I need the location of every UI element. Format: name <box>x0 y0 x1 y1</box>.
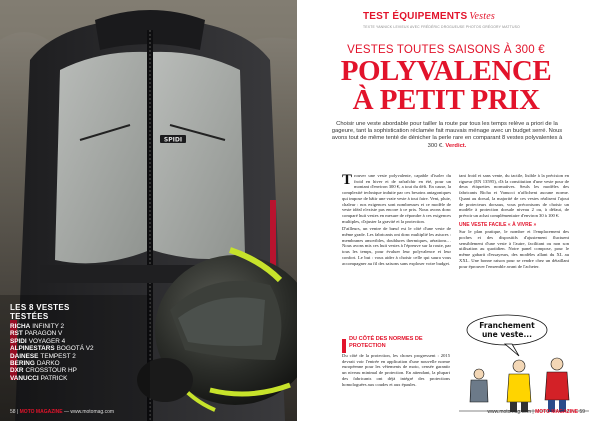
tested-jackets-caption <box>10 303 210 382</box>
brand: DXR <box>10 367 24 375</box>
model: PARAGON V <box>24 330 63 338</box>
jacket-logo: SPIDI <box>163 136 183 144</box>
right-page-article <box>297 0 595 421</box>
model: CROSSTOUR HP <box>25 367 77 375</box>
rubric-label: TEST ÉQUIPEMENTS <box>363 11 468 22</box>
model: TEMPEST 2 <box>40 352 76 360</box>
model: INFINITY 2 <box>32 323 65 330</box>
tested-item <box>10 345 210 352</box>
page-number: 59 <box>579 409 585 415</box>
body-column-1-bottom: Du côté de la protection, les choses progressent : 2015 devrait voir l'entrée en application d'une nouvelle norme européenne pour les vêtements de moto, censée garantir un niveau minimal de protection. En attendant, la plupart des fabricants ont déjà intégré des protections homologuées aux coudes et aux épaules. <box>342 353 450 387</box>
model: VOYAGER 4 <box>28 337 66 345</box>
rubric-sub: Vestes <box>469 11 495 22</box>
section-rubric <box>363 11 495 22</box>
lead-text: Choisir une veste abordable pour tailler la route par tous les temps relève a priori de la gageure, tant la sophistication réclamée fait mauvais ménage avec un budget serré. Nous avons tout de même tenté de dénicher la perle rare en comparant 8 vestes polyvalentes à 300 €. <box>331 121 563 149</box>
website-link[interactable]: www.motomag.com <box>487 409 531 415</box>
tested-item <box>10 323 210 330</box>
brand: VANUCCI <box>10 374 39 382</box>
page-number: 58 <box>10 409 16 415</box>
tested-item <box>10 375 210 382</box>
cartoon-illustration <box>457 312 591 412</box>
magazine-name: MOTO MAGAZINE <box>19 409 63 415</box>
body-paragraph: rouver une veste polyvalente, capable d'isoler du froid en hiver et de rafraîchir en été, pour un montant d'environ 300 €, a tout du défi. En cause, la complexité technique induite par ces besoins antagoniques qui impose de bâtir une vraie veste à tout faire. Vent, pluie, chaleur : nos exigences sont nombreuses et ce modèle de veste idéal n'existe pas encore à ce prix. Nous avons donc comparé huit vestes en mesure de répondre à ces exigences multiples, d'ajuster la gravité et la protection. <box>342 173 451 224</box>
folio-left: 58 | MOTO MAGAZINE — www.motomag.com <box>10 409 115 415</box>
body-paragraph: D'ailleurs, un ventre de bœuf est le côté d'une veste de même grade. Les fabricants ont donc multiplié les astuces : membranes amovibles, doublures thermiques, aérations… Nous avons mis ces huit vestes à l'épreuve sur la route, par tous les temps, pour évaluer leur polyvalence et leur confort. Le but : vous aider à choisir celle qui saura vous accompagner au fil des saisons sans exploser votre budget. <box>342 226 451 266</box>
drop-cap: T <box>342 172 353 188</box>
tested-item <box>10 360 210 367</box>
lead-verdict: Verdict. <box>445 142 467 149</box>
body-column-1 <box>342 173 451 268</box>
body-paragraph: tant froid et sans vente, du tactile, lisible à la précision en rigueur (EN 13595), d'à la constitution d'une veste pour de deux étiquettes normatives. Seuls les modèles des fabricants Richa et Vanucci n'affichent aucune norme. Quant au dorsal, la majorité de ces vestes réalisent l'ajout de protecteurs dorsaux, vous préconisons de choisir un modèle à protection dorsale niveau 2 ou, à défaut, de prévoir un achat complémentaire d'environ 30 à 100 €. <box>459 173 569 218</box>
brand: RICHA <box>10 323 31 330</box>
headline-line-2: À PETIT PRIX <box>352 84 540 116</box>
model: DARKO <box>36 360 60 368</box>
website-link[interactable]: www.motomag.com <box>70 409 115 415</box>
model: PATRICK <box>40 374 68 382</box>
brand: RST <box>10 330 23 338</box>
brand: SPIDI <box>10 337 27 345</box>
section-title: DU CÔTÉ DES NORMES DE PROTECTION <box>349 336 423 349</box>
folio-right: www.motomag.com | MOTO MAGAZINE 59 <box>487 409 585 415</box>
article-credits: TEXTE YANNICK LEVIEUX AVEC FRÉDÉRIC DROGUEUSE PHOTOS GRÉGORY MATTUSO <box>363 25 520 29</box>
brand: DAINESE <box>10 352 39 360</box>
caption-title: LES 8 VESTES <box>10 303 70 312</box>
magazine-name: MOTO MAGAZINE <box>535 409 579 415</box>
speech-bubble-line-2: une veste... <box>481 330 533 339</box>
section-marker <box>342 339 346 353</box>
tested-item <box>10 330 210 337</box>
brand: BERING <box>10 360 35 368</box>
body-column-2 <box>459 173 569 271</box>
tested-item <box>10 353 210 360</box>
body-paragraph: Sur le plan pratique, le nombre et l'emplacement des poches et des dispositifs d'ajustement fluctuent sensiblement d'une veste à l'autre, facilitant ou non son utilisation au quotidien. Notre panel compose, pour le même gabarit d'essayeurs, des modèles allant du XL au XXL. Une bonne raison pour se rendre chez un détaillant pour éprouver l'ensemble avant de l'acheter. <box>459 229 569 269</box>
intertitle: UNE VESTE FACILE « À VIVRE » <box>459 221 537 228</box>
left-page-photo <box>0 0 297 421</box>
tested-item <box>10 367 210 374</box>
headline-line-1: POLYVALENCE <box>340 55 552 87</box>
article-lead <box>327 121 567 150</box>
headline-kicker: VESTES TOUTES SAISONS À 300 € <box>347 44 545 56</box>
speech-bubble-line-1: Franchement <box>479 321 535 330</box>
caption-title-2: TESTÉES <box>10 312 49 321</box>
brand: ALPINESTARS <box>10 345 55 353</box>
model: BOGOTÁ V2 <box>56 345 94 353</box>
